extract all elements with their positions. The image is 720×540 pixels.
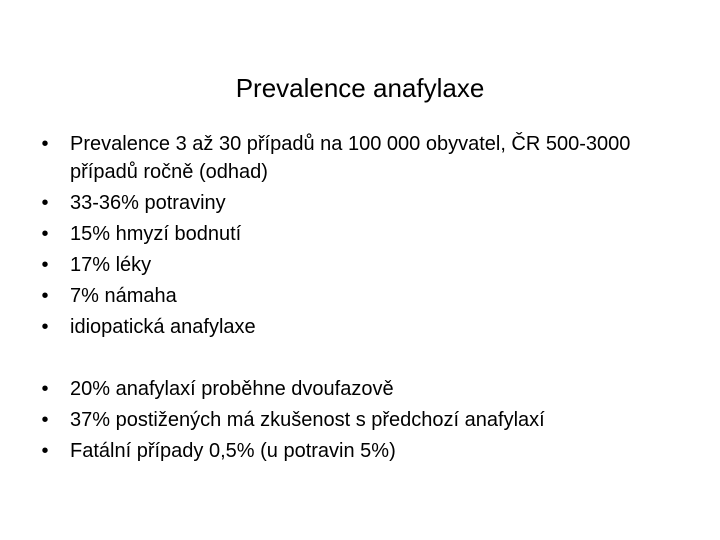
bullet-list-prevalence bbox=[38, 130, 698, 344]
bullet-item bbox=[38, 189, 698, 217]
bullet-icon: • bbox=[41, 409, 49, 431]
bullet-icon: • bbox=[41, 133, 49, 155]
bullet-text: 7% námaha bbox=[70, 285, 177, 307]
bullet-text: 33-36% potraviny bbox=[70, 192, 226, 214]
bullet-item bbox=[38, 375, 698, 403]
bullet-text: 15% hmyzí bodnutí bbox=[70, 223, 242, 245]
bullet-icon: • bbox=[41, 316, 49, 338]
bullet-text: idiopatická anafylaxe bbox=[70, 316, 256, 338]
bullet-icon: • bbox=[41, 223, 49, 245]
bullet-item bbox=[38, 220, 698, 248]
bullet-list-outcomes bbox=[38, 375, 698, 468]
bullet-icon: • bbox=[41, 254, 49, 276]
bullet-item bbox=[38, 130, 698, 186]
bullet-item bbox=[38, 282, 698, 310]
bullet-text: Prevalence 3 až 30 případů na 100 000 obyvatel, ČR 500-3000 případů ročně (odhad) bbox=[70, 133, 631, 183]
bullet-item bbox=[38, 406, 698, 434]
bullet-text: Fatální případy 0,5% (u potravin 5%) bbox=[70, 440, 396, 462]
bullet-icon: • bbox=[41, 285, 49, 307]
bullet-item bbox=[38, 251, 698, 279]
bullet-icon: • bbox=[41, 440, 49, 462]
bullet-item bbox=[38, 313, 698, 341]
bullet-item bbox=[38, 437, 698, 465]
bullet-text: 20% anafylaxí proběhne dvoufazově bbox=[70, 378, 394, 400]
slide-title: Prevalence anafylaxe bbox=[235, 73, 485, 103]
bullet-text: 37% postižených má zkušenost s předchozí anafylaxí bbox=[70, 409, 545, 431]
bullet-text: 17% léky bbox=[70, 254, 152, 276]
bullet-icon: • bbox=[41, 378, 49, 400]
bullet-icon: • bbox=[41, 192, 49, 214]
